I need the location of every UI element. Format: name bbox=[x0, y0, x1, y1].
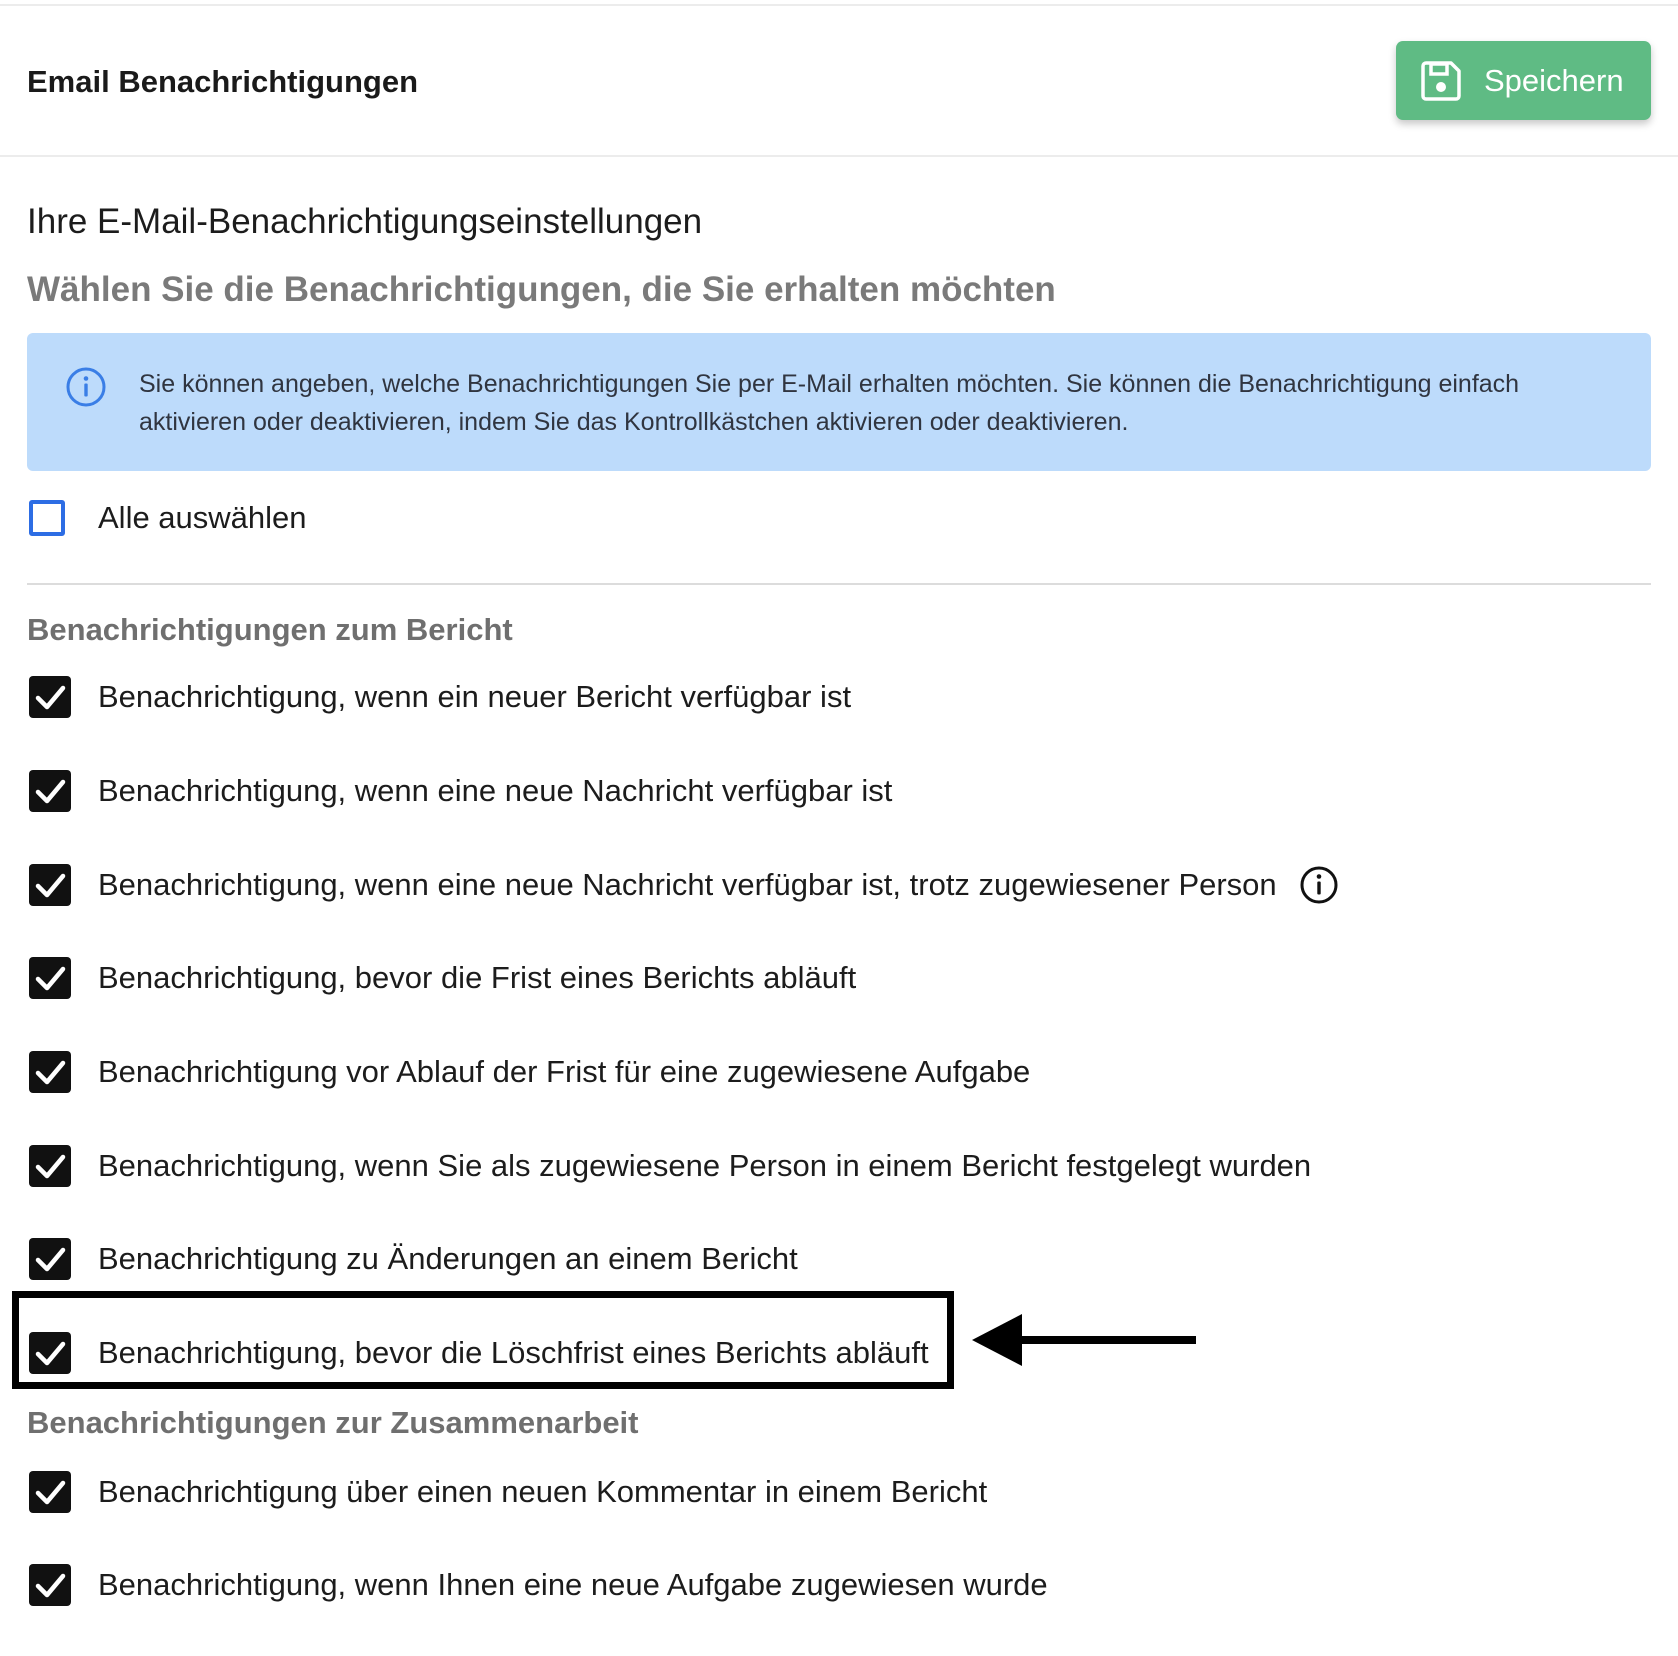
arrow-left-icon bbox=[970, 1310, 1198, 1370]
notification-option[interactable] bbox=[29, 1050, 1030, 1094]
checkmark-icon bbox=[29, 1238, 71, 1280]
group-heading: Benachrichtigungen zur Zusammenarbeit bbox=[27, 1405, 639, 1440]
checkmark-icon bbox=[29, 957, 71, 999]
checkmark-icon bbox=[29, 770, 71, 812]
info-banner bbox=[27, 333, 1651, 471]
notification-option[interactable] bbox=[29, 1237, 798, 1281]
notification-option-label: Benachrichtigung, wenn ein neuer Bericht verfügbar ist bbox=[98, 679, 852, 714]
save-button-label: Speichern bbox=[1484, 62, 1624, 98]
save-button[interactable] bbox=[1396, 41, 1651, 120]
select-all-label: Alle auswählen bbox=[98, 500, 307, 535]
checkbox-checked[interactable] bbox=[29, 957, 71, 999]
checkmark-icon bbox=[29, 1471, 71, 1513]
settings-title: Ihre E-Mail-Benachrichtigungseinstellungen bbox=[27, 202, 703, 241]
highlight-frame bbox=[12, 1291, 954, 1389]
notification-option-label: Benachrichtigung, wenn Sie als zugewiesene Person in einem Bericht festgelegt wurden bbox=[98, 1148, 1312, 1183]
notification-option-label: Benachrichtigung über einen neuen Kommentar in einem Bericht bbox=[98, 1474, 988, 1509]
checkbox-checked[interactable] bbox=[29, 1564, 71, 1606]
checkbox-checked[interactable] bbox=[29, 676, 71, 718]
checkbox-checked[interactable] bbox=[29, 864, 71, 906]
checkbox-checked[interactable] bbox=[29, 1238, 71, 1280]
group-heading: Benachrichtigungen zum Bericht bbox=[27, 612, 513, 647]
settings-subtitle: Wählen Sie die Benachrichtigungen, die Sie erhalten möchten bbox=[27, 270, 1056, 309]
checkbox-checked[interactable] bbox=[29, 1471, 71, 1513]
checkbox-checked[interactable] bbox=[29, 770, 71, 812]
notification-option-label: Benachrichtigung, wenn eine neue Nachricht verfügbar ist, trotz zugewiesener Person bbox=[98, 867, 1277, 902]
checkbox-checked[interactable] bbox=[29, 1051, 71, 1093]
page-header bbox=[0, 6, 1678, 157]
notification-option-label: Benachrichtigung, bevor die Frist eines Berichts abläuft bbox=[98, 960, 857, 995]
notification-option[interactable] bbox=[29, 1470, 987, 1514]
checkmark-icon bbox=[29, 676, 71, 718]
notification-option[interactable] bbox=[29, 956, 856, 1000]
save-icon bbox=[1420, 60, 1462, 102]
checkmark-icon bbox=[29, 1145, 71, 1187]
notification-option-label: Benachrichtigung, bevor die Löschfrist eines Berichts abläuft bbox=[98, 1335, 929, 1370]
notification-option[interactable] bbox=[29, 863, 1339, 907]
checkmark-icon bbox=[29, 1564, 71, 1606]
notification-option-label: Benachrichtigung zu Änderungen an einem Bericht bbox=[98, 1241, 798, 1276]
notification-option[interactable] bbox=[29, 769, 892, 813]
checkmark-icon bbox=[29, 1051, 71, 1093]
checkbox-checked[interactable] bbox=[29, 1145, 71, 1187]
checkmark-icon bbox=[29, 864, 71, 906]
notification-option-label: Benachrichtigung vor Ablauf der Frist für eine zugewiesene Aufgabe bbox=[98, 1054, 1031, 1089]
select-all-checkbox[interactable] bbox=[29, 496, 307, 540]
notification-option-label: Benachrichtigung, wenn Ihnen eine neue Aufgabe zugewiesen wurde bbox=[98, 1567, 1048, 1602]
info-icon bbox=[65, 366, 107, 408]
notification-option[interactable] bbox=[29, 1144, 1311, 1188]
info-text: Sie können angeben, welche Benachrichtigungen Sie per E-Mail erhalten möchten. Sie können die Benachrichtigung einfach aktivieren oder deaktivieren, indem Sie das Kontrollkästchen aktivieren oder deaktivieren. bbox=[139, 370, 1520, 436]
section-divider bbox=[27, 583, 1651, 585]
notification-option[interactable] bbox=[29, 1563, 1048, 1607]
page-title: Email Benachrichtigungen bbox=[27, 64, 419, 99]
info-icon[interactable] bbox=[1299, 865, 1339, 905]
checkbox-unchecked[interactable] bbox=[29, 500, 65, 536]
notification-option[interactable] bbox=[29, 675, 851, 719]
notification-option-label: Benachrichtigung, wenn eine neue Nachricht verfügbar ist bbox=[98, 773, 893, 808]
